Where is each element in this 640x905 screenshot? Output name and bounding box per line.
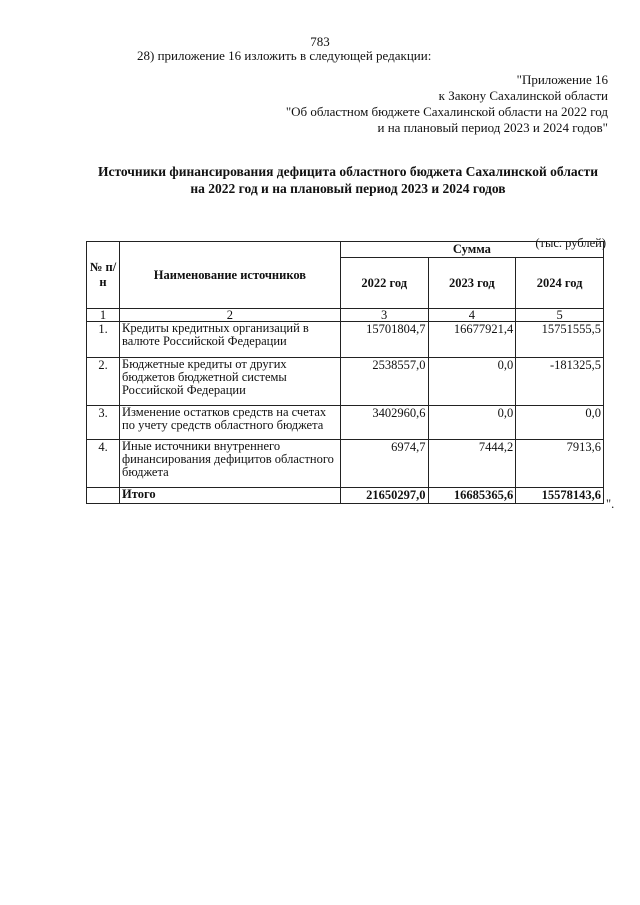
- column-index: 5: [516, 309, 604, 322]
- row-name: Кредиты кредитных организаций в валюте Российской Федерации: [120, 322, 341, 358]
- row-name: Иные источники внутреннего финансирования дефицитов областного бюджета: [120, 440, 341, 488]
- row-value-2022: 3402960,6: [340, 406, 428, 440]
- header-num: № п/н: [87, 242, 120, 309]
- header-2023: 2023 год: [428, 258, 516, 309]
- row-num: 4.: [87, 440, 120, 488]
- row-num: 3.: [87, 406, 120, 440]
- column-index-row: [87, 309, 604, 322]
- total-num: [87, 488, 120, 504]
- document-title-line-1: Источники финансирования дефицита областного бюджета Сахалинской области: [97, 164, 599, 179]
- header-2022: 2022 год: [340, 258, 428, 309]
- row-name: Бюджетные кредиты от других бюджетов бюджетной системы Российской Федерации: [120, 358, 341, 406]
- total-value-2022: 21650297,0: [340, 488, 428, 504]
- row-value-2022: 15701804,7: [340, 322, 428, 358]
- header-sum: Сумма: [340, 242, 603, 258]
- total-label: Итого: [120, 488, 341, 504]
- table-row: [87, 358, 604, 406]
- row-value-2024: 0,0: [516, 406, 604, 440]
- row-value-2024: 15751555,5: [516, 322, 604, 358]
- document-title-line-2: на 2022 год и на плановый период 2023 и 2024 годов: [190, 181, 506, 196]
- row-num: 1.: [87, 322, 120, 358]
- total-value-2024: 15578143,6: [516, 488, 604, 504]
- page-number: 783: [310, 34, 330, 49]
- table-row: [87, 322, 604, 358]
- row-value-2023: 7444,2: [428, 440, 516, 488]
- units-note: (тыс. рублей): [535, 236, 606, 250]
- row-value-2023: 0,0: [428, 406, 516, 440]
- table-row: [87, 440, 604, 488]
- annex-heading-line-4: и на плановый период 2023 и 2024 годов": [377, 120, 608, 135]
- closing-quote-mark: ".: [606, 497, 615, 511]
- annex-heading-line-3: "Об областном бюджете Сахалинской области на 2022 год: [285, 104, 608, 119]
- row-value-2023: 16677921,4: [428, 322, 516, 358]
- total-value-2023: 16685365,6: [428, 488, 516, 504]
- column-index: 4: [428, 309, 516, 322]
- amendment-instruction: 28) приложение 16 изложить в следующей редакции:: [137, 48, 432, 63]
- annex-heading-line-1: "Приложение 16: [516, 72, 608, 87]
- column-index: 1: [87, 309, 120, 322]
- row-value-2022: 6974,7: [340, 440, 428, 488]
- header-2024: 2024 год: [516, 258, 604, 309]
- column-index: 3: [340, 309, 428, 322]
- annex-heading-line-2: к Закону Сахалинской области: [438, 88, 608, 103]
- financing-sources-table: [86, 241, 604, 504]
- row-value-2024: -181325,5: [516, 358, 604, 406]
- table-row: [87, 406, 604, 440]
- table-header-row: [87, 242, 604, 258]
- row-value-2024: 7913,6: [516, 440, 604, 488]
- column-index: 2: [120, 309, 341, 322]
- row-value-2022: 2538557,0: [340, 358, 428, 406]
- row-name: Изменение остатков средств на счетах по учету средств областного бюджета: [120, 406, 341, 440]
- row-num: 2.: [87, 358, 120, 406]
- header-name: Наименование источников: [120, 242, 341, 309]
- table-total-row: [87, 488, 604, 504]
- row-value-2023: 0,0: [428, 358, 516, 406]
